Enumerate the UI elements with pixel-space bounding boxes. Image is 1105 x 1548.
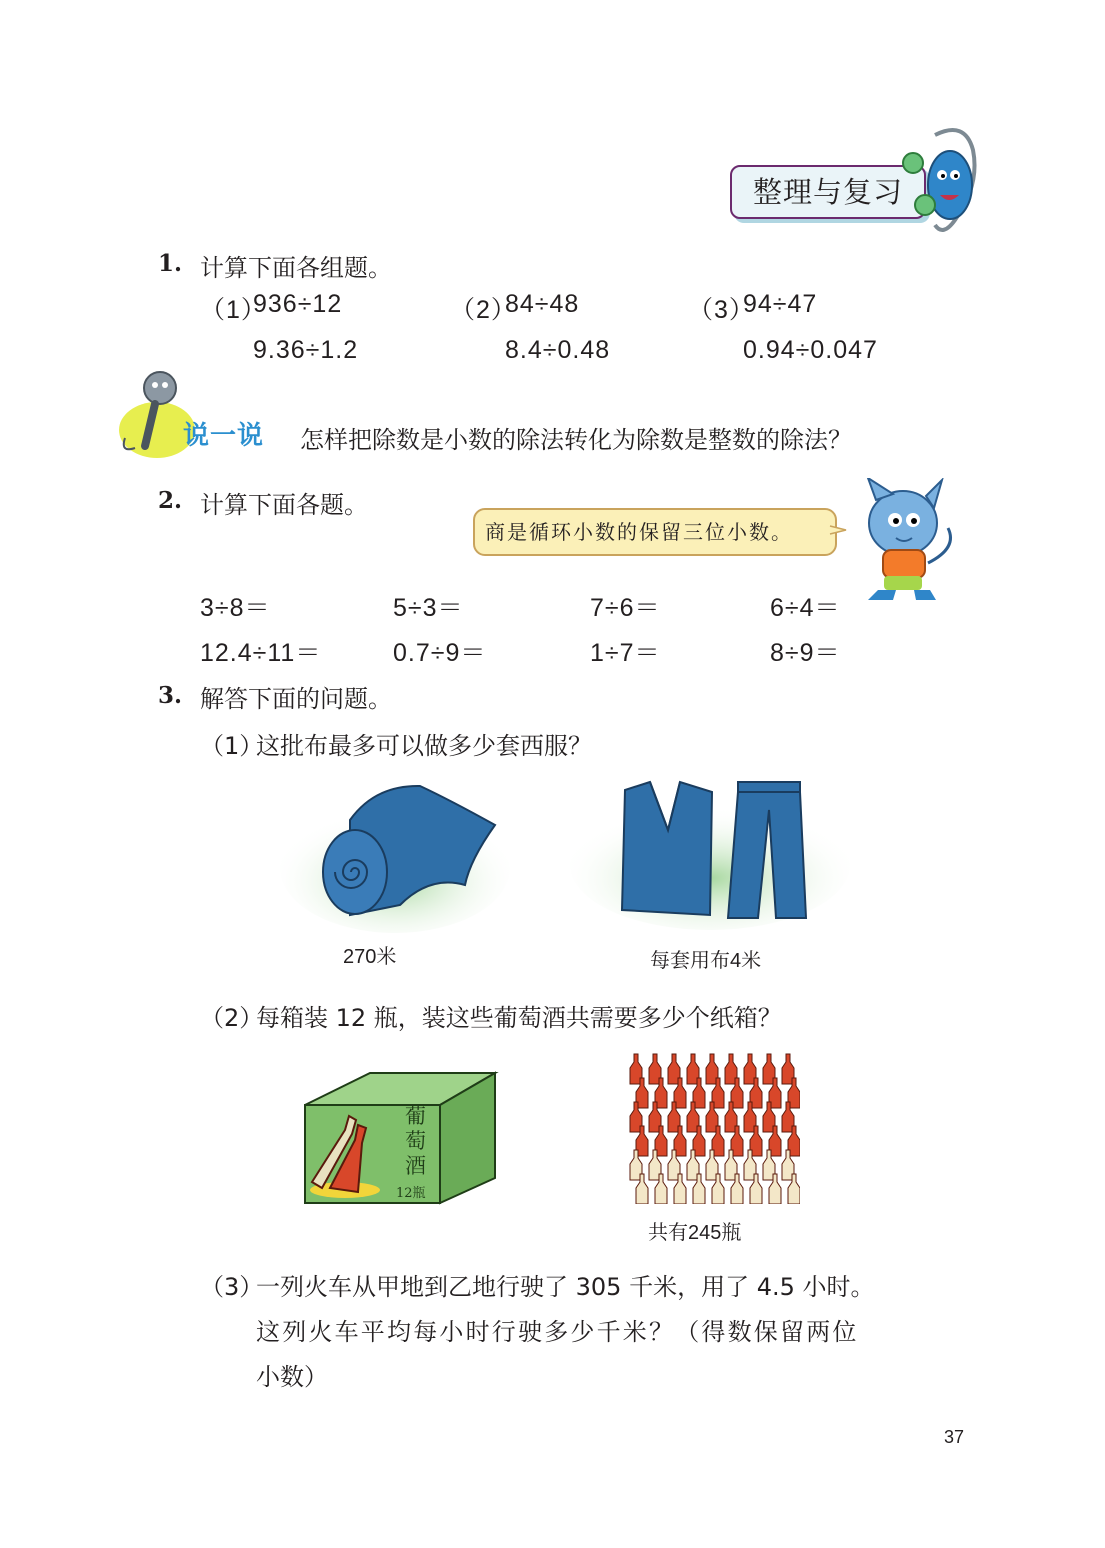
q2-row2-item4: 8÷9＝ <box>770 639 841 667</box>
q3-sub3-line3: 小数） <box>256 1363 328 1391</box>
box-char-1: 葡 <box>405 1104 426 1128</box>
q3-sub2-text: 每箱装 12 瓶，装这些葡萄酒共需要多少个纸箱？ <box>256 1004 782 1032</box>
q1-group1-line1: 936÷12 <box>253 290 343 318</box>
q3-sub1-tag: （1） <box>200 732 264 760</box>
q3-sub3-line1: 一列火车从甲地到乙地行驶了 305 千米，用了 4.5 小时。 <box>256 1273 875 1301</box>
page-number: 37 <box>944 1427 965 1447</box>
suit-usage-label: 每套用布4米 <box>650 950 762 972</box>
q2-row1-item3: 7÷6＝ <box>590 594 661 622</box>
q3-sub3-line2: 这列火车平均每小时行驶多少千米？（得数保留两位 <box>256 1318 859 1346</box>
q2-row2-item1: 12.4÷11＝ <box>200 639 322 667</box>
bottles-total-label: 共有245瓶 <box>648 1222 742 1244</box>
discuss-label: 说一说 <box>183 421 265 451</box>
suit-image <box>570 770 850 930</box>
wine-bottles-image <box>625 1052 800 1204</box>
q2-row1-item4: 6÷4＝ <box>770 594 841 622</box>
q3-sub3-tag: （3） <box>200 1273 264 1301</box>
q1-group3-tag: （3） <box>688 296 755 324</box>
q2-number: 2. <box>158 487 183 514</box>
q3-number: 3. <box>158 682 183 709</box>
q2-row2-item3: 1÷7＝ <box>590 639 661 667</box>
q1-prompt: 计算下面各组题。 <box>200 254 392 282</box>
cloth-length-label: 270米 <box>343 946 397 968</box>
cat-mascot-icon <box>838 478 968 608</box>
q1-group3-line2: 0.94÷0.047 <box>743 336 878 364</box>
hint-text: 商是循环小数的保留三位小数。 <box>485 520 793 544</box>
mouse-mascot-icon <box>895 125 990 240</box>
q1-group1-tag: （1） <box>200 296 267 324</box>
q1-group2-line1: 84÷48 <box>505 290 580 318</box>
box-char-2: 萄 <box>405 1129 426 1153</box>
hint-speech-bubble <box>473 508 837 556</box>
discuss-text: 怎样把除数是小数的除法转化为除数是整数的除法？ <box>300 426 852 454</box>
q1-group3-line1: 94÷47 <box>743 290 818 318</box>
cloth-roll-image <box>280 780 520 940</box>
q1-group1-line2: 9.36÷1.2 <box>253 336 359 364</box>
q1-group2-line2: 8.4÷0.48 <box>505 336 611 364</box>
q3-prompt: 解答下面的问题。 <box>200 685 392 713</box>
q2-row2-item2: 0.7÷9＝ <box>393 639 487 667</box>
q1-group2-tag: （2） <box>450 296 517 324</box>
section-title: 整理与复习 <box>752 175 903 209</box>
q2-row1-item2: 5÷3＝ <box>393 594 464 622</box>
q3-sub2-tag: （2） <box>200 1004 264 1032</box>
box-count-label: 12瓶 <box>396 1186 426 1201</box>
q2-prompt: 计算下面各题。 <box>200 491 368 519</box>
q3-sub1-text: 这批布最多可以做多少套西服？ <box>256 732 592 760</box>
q1-number: 1. <box>158 250 183 277</box>
box-char-3: 酒 <box>405 1154 426 1178</box>
q2-row1-item1: 3÷8＝ <box>200 594 271 622</box>
